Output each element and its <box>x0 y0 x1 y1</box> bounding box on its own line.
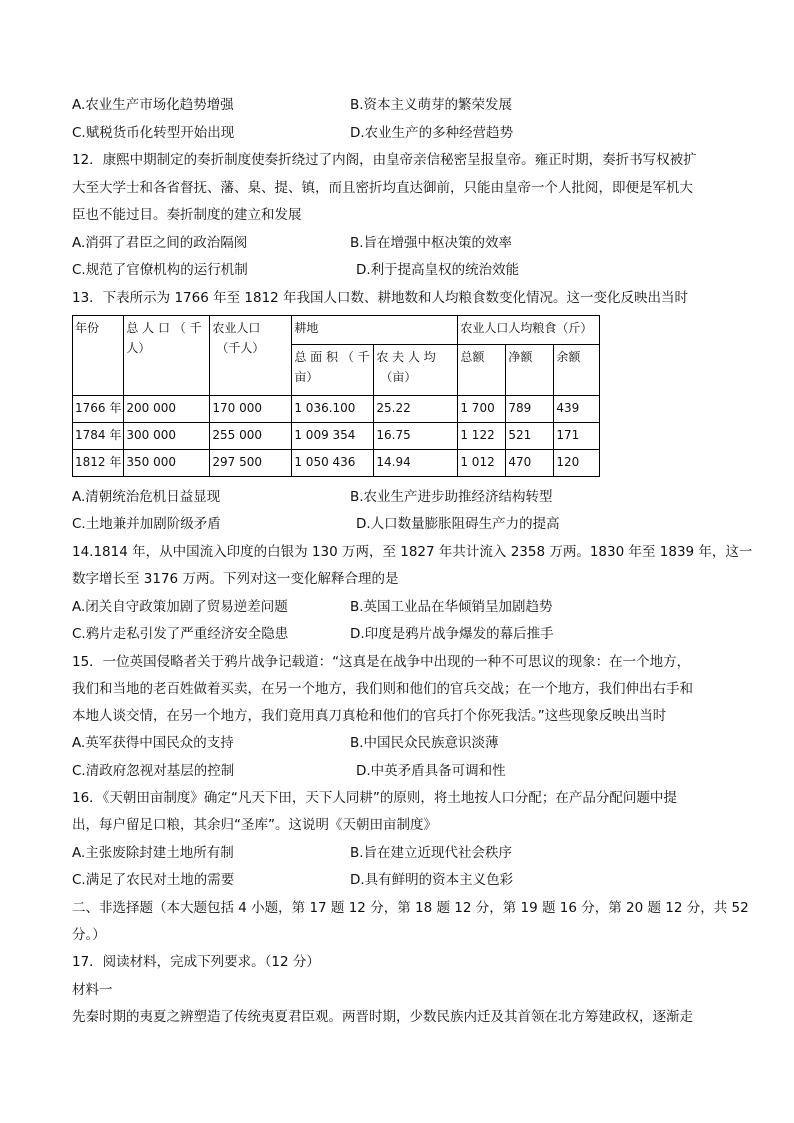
q15-option-a: A.英军获得中国民众的支持 <box>72 735 234 751</box>
cell-year: 1812 年 <box>73 450 124 477</box>
q16-option-a: A.主张废除封建土地所有制 <box>72 845 234 861</box>
q12-stem-line-1: 12．康熙中期制定的奏折制度使奏折绕过了内阁，由皇帝亲信秘密呈报皇帝。雍正时期，奏折书写权被扩 <box>72 152 697 168</box>
q14-option-a: A.闭关自守政策加剧了贸易逆差问题 <box>72 599 288 615</box>
cell-land-total: 1 050 436 <box>292 450 374 477</box>
q12-stem-line-2: 大至大学士和各省督抚、藩、臬、提、镇，而且密折均直达御前，只能由皇帝一个人批阅，即便是军机大 <box>72 180 693 196</box>
section-2-heading-line-2: 分。） <box>72 927 106 943</box>
q17-heading: 17．阅读材料，完成下列要求。（12 分） <box>72 954 320 970</box>
header-agri-population-line-1: 农业人口 <box>212 321 261 335</box>
cell-population: 200 000 <box>124 396 210 423</box>
q13-option-c: C.土地兼并加剧阶级矛盾 <box>72 516 221 532</box>
q15-option-c: C.清政府忽视对基层的控制 <box>72 763 235 779</box>
q14-stem-line-2: 数字增长至 3176 万两。下列对这一变化解释合理的是 <box>72 571 399 587</box>
table-row <box>73 450 600 477</box>
table-header-row <box>73 316 600 345</box>
q15-option-d: D.中英矛盾具备可调和性 <box>356 763 506 779</box>
table-row <box>73 423 600 450</box>
cell-year: 1766 年 <box>73 396 124 423</box>
cell-year: 1784 年 <box>73 423 124 450</box>
q12-option-b: B.旨在增强中枢决策的效率 <box>350 235 513 251</box>
cell-land-per-farmer: 25.22 <box>374 396 458 423</box>
cell-surplus: 439 <box>554 396 600 423</box>
q13-option-b: B.农业生产进步助推经济结构转型 <box>350 489 553 505</box>
header-farmland: 耕地 <box>292 316 458 345</box>
q15-stem-line-1: 15．一位英国侵略者关于鸦片战争记载道：“这真是在战争中出现的一种不可思议的现象：在一个地方， <box>72 654 691 670</box>
q13-stem-line-1: 13．下表所示为 1766 年至 1812 年我国人口数、耕地数和人均粮食数变化情况。这一变化反映出当时 <box>72 290 689 306</box>
q12-stem-line-3: 臣也不能过目。奏折制度的建立和发展 <box>72 207 302 223</box>
cell-agri-population: 255 000 <box>210 423 292 450</box>
q11-option-c: C.赋税货币化转型开始出现 <box>72 125 235 141</box>
cell-net: 521 <box>506 423 554 450</box>
q15-stem-line-2: 我们和当地的老百姓做着买卖，在另一个地方，我们则和他们的官兵交战；在一个地方，我们伸出右手和 <box>72 681 693 697</box>
q16-stem-line-1: 16．《天朝田亩制度》确定“凡天下田，天下人同耕”的原则，将土地按人口分配；在产品分配问题中提 <box>72 790 677 806</box>
header-land-total <box>292 345 374 396</box>
header-land-total-line-1: 总 面 积 （ 千 <box>294 350 370 364</box>
section-2-heading-line-1: 二、非选择题（本大题包括 4 小题，第 17 题 12 分，第 18 题 12 分，第 19 题 16 分，第 20 题 12 分，共 52 <box>72 900 749 916</box>
q15-option-b: B.中国民众民族意识淡薄 <box>350 735 499 751</box>
header-grain: 农业人口人均粮食（斤） <box>458 316 600 345</box>
cell-land-per-farmer: 14.94 <box>374 450 458 477</box>
q14-option-d: D.印度是鸦片战争爆发的幕后推手 <box>350 626 554 642</box>
q12-option-d: D.利于提高皇权的统治效能 <box>356 262 520 278</box>
header-land-per-farmer-line-1: 农 夫 人 均 <box>376 350 436 364</box>
header-gross: 总额 <box>458 345 506 396</box>
cell-gross: 1 012 <box>458 450 506 477</box>
q16-stem-line-2: 出，每户留足口粮，其余归“圣库”。这说明《天朝田亩制度》 <box>72 817 437 833</box>
population-table <box>72 315 600 477</box>
q13-option-a: A.清朝统治危机日益显现 <box>72 489 221 505</box>
table-row <box>73 396 600 423</box>
q11-option-a: A.农业生产市场化趋势增强 <box>72 97 234 113</box>
header-total-population-line-1: 总 人 口 （ 千 <box>126 321 202 335</box>
cell-land-per-farmer: 16.75 <box>374 423 458 450</box>
header-agri-population-line-2: （千人） <box>216 341 265 355</box>
q17-material-line-1: 先秦时期的夷夏之辨塑造了传统夷夏君臣观。两晋时期，少数民族内迁及其首领在北方筹建政权，逐渐走 <box>72 1009 693 1025</box>
q14-option-c: C.鸦片走私引发了严重经济安全隐患 <box>72 626 289 642</box>
q12-option-c: C.规范了官僚机构的运行机制 <box>72 262 248 278</box>
cell-net: 789 <box>506 396 554 423</box>
header-surplus: 余额 <box>554 345 600 396</box>
cell-net: 470 <box>506 450 554 477</box>
q14-option-b: B.英国工业品在华倾销呈加剧趋势 <box>350 599 553 615</box>
q17-material-label: 材料一 <box>72 982 113 998</box>
cell-gross: 1 700 <box>458 396 506 423</box>
header-year: 年份 <box>73 316 124 396</box>
header-total-population-line-2: 人） <box>126 341 151 355</box>
cell-agri-population: 297 500 <box>210 450 292 477</box>
q16-option-b: B.旨在建立近现代社会秩序 <box>350 845 513 861</box>
cell-land-total: 1 036.100 <box>292 396 374 423</box>
header-land-total-line-2: 亩） <box>294 370 319 384</box>
cell-population: 350 000 <box>124 450 210 477</box>
q11-option-b: B.资本主义萌芽的繁荣发展 <box>350 97 513 113</box>
q14-stem-line-1: 14.1814 年，从中国流入印度的白银为 130 万两，至 1827 年共计流入 2358 万两。1830 年至 1839 年，这一 <box>72 544 753 560</box>
cell-surplus: 120 <box>554 450 600 477</box>
q16-option-d: D.具有鲜明的资本主义色彩 <box>350 872 514 888</box>
cell-population: 300 000 <box>124 423 210 450</box>
cell-gross: 1 122 <box>458 423 506 450</box>
header-agri-population <box>210 316 292 396</box>
cell-surplus: 171 <box>554 423 600 450</box>
header-land-per-farmer-line-2: （亩） <box>380 370 417 384</box>
q16-option-c: C.满足了农民对土地的需要 <box>72 872 235 888</box>
q15-stem-line-3: 本地人谈交情，在另一个地方，我们竟用真刀真枪和他们的官兵打个你死我活。”这些现象反映出当时 <box>72 708 667 724</box>
cell-agri-population: 170 000 <box>210 396 292 423</box>
cell-land-total: 1 009 354 <box>292 423 374 450</box>
q11-option-d: D.农业生产的多种经营趋势 <box>350 125 514 141</box>
header-net: 净额 <box>506 345 554 396</box>
header-land-per-farmer <box>374 345 458 396</box>
header-total-population <box>124 316 210 396</box>
q12-option-a: A.消弭了君臣之间的政治隔阂 <box>72 235 248 251</box>
q13-option-d: D.人口数量膨胀阻碍生产力的提高 <box>356 516 560 532</box>
